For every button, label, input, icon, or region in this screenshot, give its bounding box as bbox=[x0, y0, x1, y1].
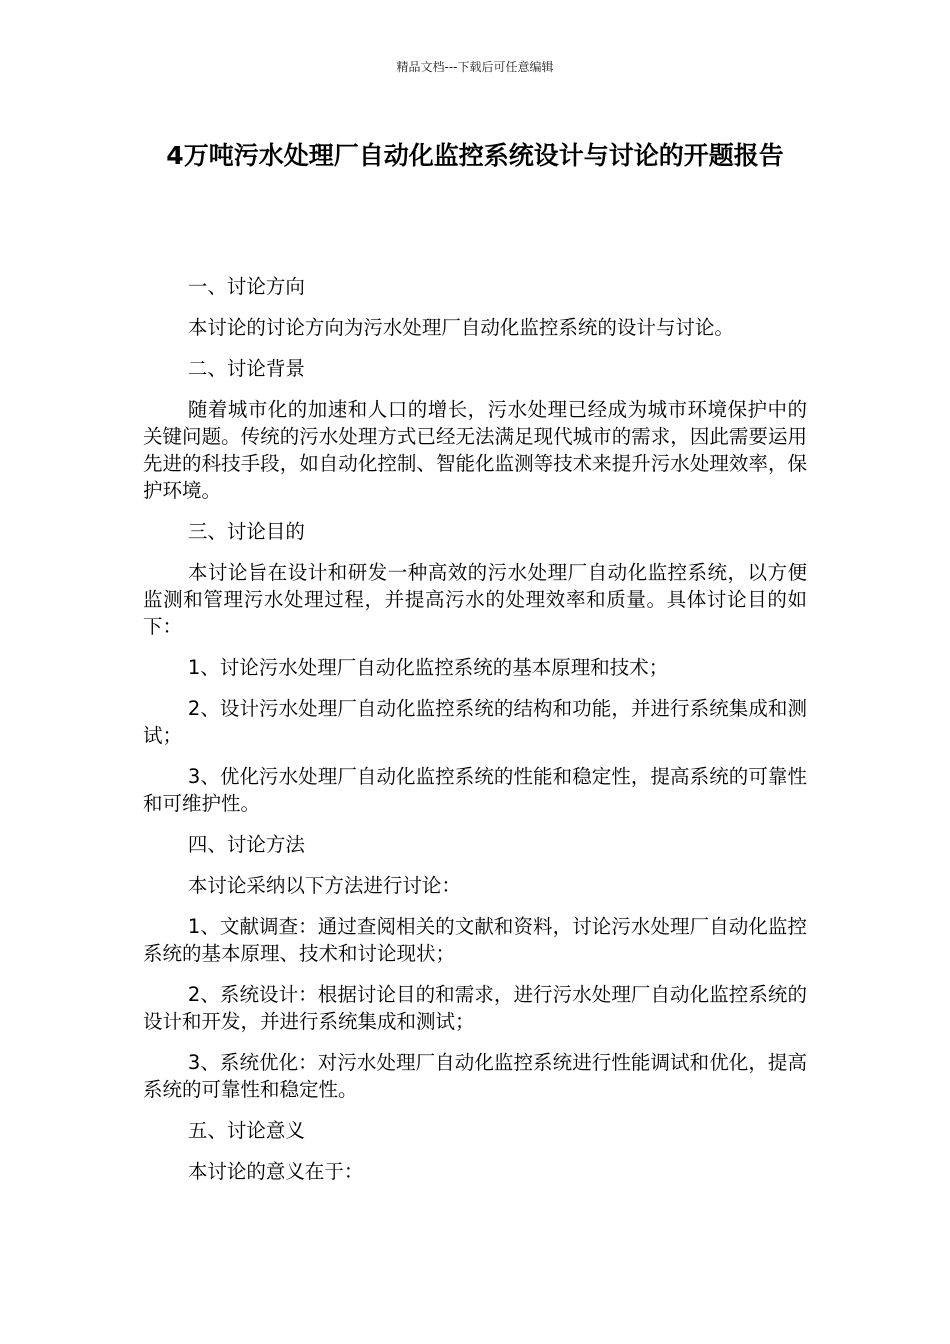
document-body bbox=[143, 273, 807, 1199]
paragraph: 本讨论的意义在于： bbox=[187, 1160, 364, 1183]
document-title: 4万吨污水处理厂自动化监控系统设计与讨论的开题报告 bbox=[166, 141, 784, 170]
list-item: 3、系统优化：对污水处理厂自动化监控系统进行性能调试和优化，提高系统的可靠性和稳定性。 bbox=[143, 1051, 807, 1101]
paragraph: 随着城市化的加速和人口的增长，污水处理已经成为城市环境保护中的关键问题。传统的污水处理方式已经无法满足现代城市的需求，因此需要运用先进的科技手段，如自动化控制、智能化监测等技术来提升污水处理效率，保护环境。 bbox=[143, 398, 807, 502]
section-heading: 二、讨论背景 bbox=[187, 357, 305, 380]
paragraph: 本讨论的讨论方向为污水处理厂自动化监控系统的设计与讨论。 bbox=[187, 316, 734, 339]
section-heading: 四、讨论方法 bbox=[187, 833, 305, 856]
section-heading: 三、讨论目的 bbox=[187, 520, 305, 543]
paragraph: 本讨论采纳以下方法进行讨论： bbox=[187, 874, 461, 897]
list-item: 3、优化污水处理厂自动化监控系统的性能和稳定性，提高系统的可靠性和可维护性。 bbox=[143, 765, 807, 815]
list-item: 1、讨论污水处理厂自动化监控系统的基本原理和技术； bbox=[187, 656, 669, 679]
page-header-note: 精品文档---下载后可任意编辑 bbox=[396, 60, 554, 74]
list-item: 1、文献调查：通过查阅相关的文献和资料，讨论污水处理厂自动化监控系统的基本原理、技术和讨论现状； bbox=[143, 915, 807, 965]
section-heading: 五、讨论意义 bbox=[187, 1119, 305, 1142]
section-heading: 一、讨论方向 bbox=[187, 275, 305, 298]
list-item: 2、设计污水处理厂自动化监控系统的结构和功能，并进行系统集成和测试； bbox=[143, 697, 807, 747]
list-item: 2、系统设计：根据讨论目的和需求，进行污水处理厂自动化监控系统的设计和开发，并进行系统集成和测试； bbox=[143, 983, 807, 1033]
paragraph: 本讨论旨在设计和研发一种高效的污水处理厂自动化监控系统，以方便监测和管理污水处理过程，并提高污水的处理效率和质量。具体讨论目的如下： bbox=[143, 561, 807, 638]
